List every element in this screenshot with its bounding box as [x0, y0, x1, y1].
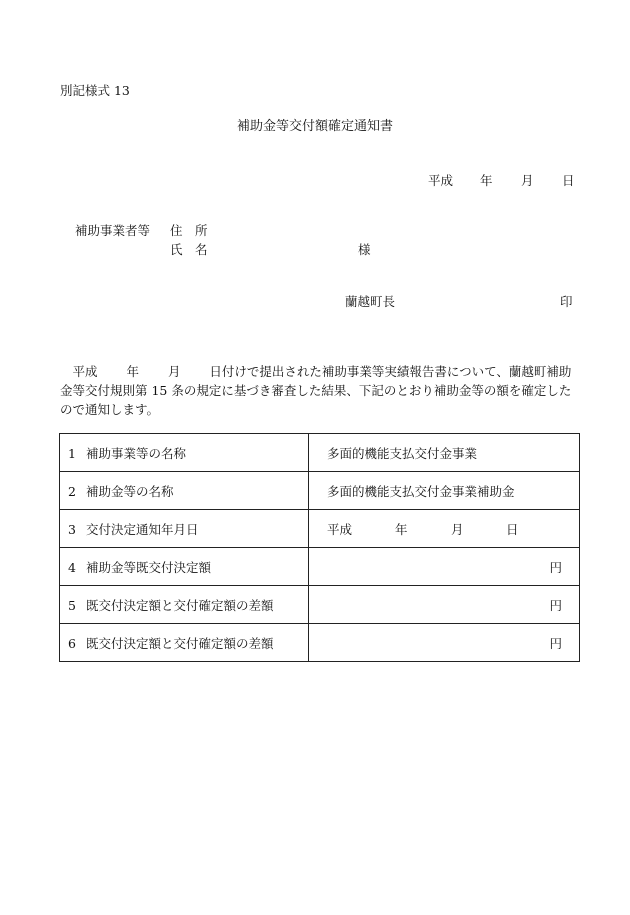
- table-row: [60, 586, 580, 624]
- table-row: [60, 624, 580, 662]
- table-row: [60, 548, 580, 586]
- row-value: 多面的機能支払交付金事業補助金: [309, 472, 580, 510]
- yen-unit: 円: [549, 560, 562, 575]
- row-value-amount: [309, 624, 580, 662]
- row-label: 既交付決定額と交付確定額の差額: [86, 635, 274, 651]
- row-label: 補助事業等の名称: [86, 445, 187, 461]
- row-label: 交付決定通知年月日: [86, 521, 199, 537]
- notice-body-text: 平成 年 月 日付けで提出された補助事業等実績報告書について、蘭越町補助金等交付規則第 15 条の規定に基づき審査した結果、下記のとおり補助金等の額を確定したので通知します。: [60, 364, 572, 417]
- row-value-amount: [309, 586, 580, 624]
- row-label: 補助金等の名称: [86, 483, 174, 499]
- row-number: 4: [68, 559, 76, 575]
- date-month-label: 月: [451, 522, 464, 537]
- recipient-category: 補助事業者等: [75, 223, 151, 238]
- row-label: 補助金等既交付決定額: [86, 559, 212, 575]
- yen-unit: 円: [549, 598, 562, 613]
- date-year-label: 年: [395, 522, 408, 537]
- table-row: [60, 472, 580, 510]
- row-number: 3: [68, 521, 76, 537]
- date-month-label: 月: [521, 173, 534, 188]
- row-value: 多面的機能支払交付金事業: [309, 434, 580, 472]
- table-row: [60, 434, 580, 472]
- row-number: 1: [68, 445, 76, 461]
- row-number: 5: [68, 597, 76, 613]
- date-year-label: 年: [480, 173, 493, 188]
- row-value-date: [309, 510, 580, 548]
- yen-unit: 円: [549, 636, 562, 651]
- date-era: 平成: [327, 522, 353, 537]
- row-number: 6: [68, 635, 76, 651]
- details-table: [59, 433, 580, 662]
- row-label: 既交付決定額と交付確定額の差額: [86, 597, 274, 613]
- recipient-honorific: 様: [358, 242, 371, 257]
- table-row: [60, 510, 580, 548]
- issuer-title: 蘭越町長: [345, 294, 396, 309]
- issue-date: [428, 172, 575, 280]
- form-number: 別記様式 13: [60, 83, 130, 98]
- recipient-name-label: 氏 名: [170, 242, 208, 257]
- row-value-amount: [309, 548, 580, 586]
- document-title: 補助金等交付額確定通知書: [236, 119, 393, 134]
- seal-mark: 印: [560, 294, 573, 309]
- recipient-address-label: 住 所: [170, 223, 208, 238]
- date-day-label: 日: [506, 522, 519, 537]
- date-day-label: 日: [562, 173, 575, 188]
- row-number: 2: [68, 483, 76, 499]
- date-era: 平成: [428, 173, 454, 188]
